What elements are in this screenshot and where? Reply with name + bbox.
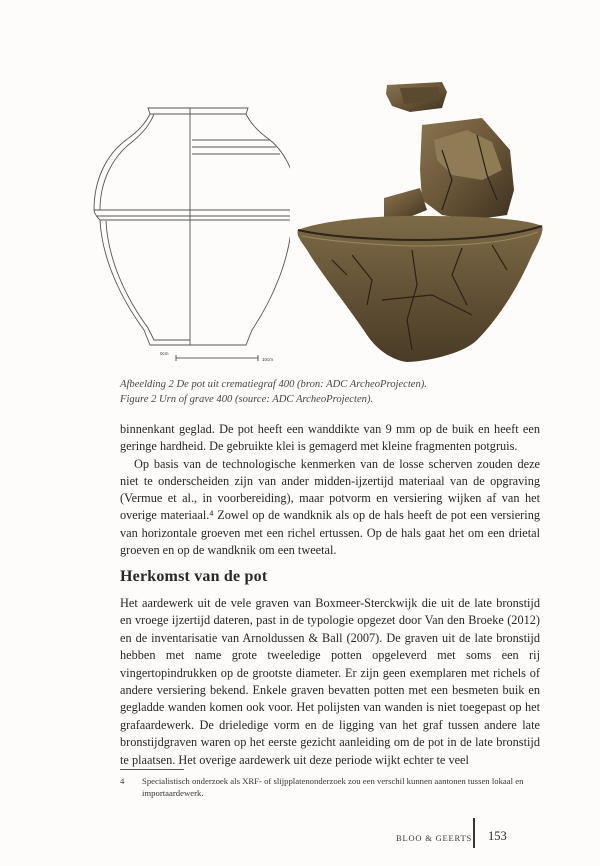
- paragraph-2: Op basis van de technologische kenmerken van de losse scherven zouden deze niet te onderscheiden zijn van ander midden-ijzertijd materiaal van de opgraving (Vermue et al., in voorbereiding), maar potvorm en versiering wijken af van het overige materiaal.⁴ Zowel op de wandknik als op de hals heeft de pot een versiering van horizontale groeven met een richel ertussen. Op de hals gaat het om een drietal groeven en op de wandknik om een tweetal.: [120, 456, 540, 558]
- footer-divider: [473, 818, 475, 848]
- body-text-top: [120, 421, 540, 559]
- footnote-text: Specialistisch onderzoek als XRF- of slijpplatenonderzoek zou een verschil kunnen aantonen tussen lokaal en importaardewerk.: [142, 776, 524, 798]
- caption-english: Figure 2 Urn of grave 400 (source: ADC ArcheoProjecten).: [120, 393, 374, 405]
- scale-label-left: 0cm: [160, 351, 169, 356]
- paragraph-1: binnenkant geglad. De pot heeft een wanddikte van 9 mm op de buik en heeft een geringe hardheid. De gebruikte klei is gemagerd met kleine fragmenten potgruis.: [120, 422, 540, 454]
- footnote-rule: [120, 769, 184, 770]
- figure-caption: [120, 378, 540, 407]
- figure-2: [80, 80, 550, 370]
- caption-dutch: Afbeelding 2 De pot uit crematiegraf 400 (bron: ADC ArcheoProjecten).: [120, 379, 427, 390]
- pot-photo: [292, 80, 552, 365]
- footnote: [120, 775, 540, 799]
- body-text-bottom: [120, 595, 540, 769]
- running-footer-authors: BLOO & GEERTS: [396, 833, 473, 843]
- section-heading: Herkomst van de pot: [120, 568, 268, 585]
- page-number: 153: [488, 829, 507, 843]
- pot-profile-drawing: [80, 100, 290, 370]
- scale-label-right: 10cm: [262, 357, 274, 362]
- paragraph-3: Het aardewerk uit de vele graven van Boxmeer-Sterckwijk die uit de late bronstijd en vroege ijzertijd dateren, past in de typologie opgezet door Van den Broeke (2012) en de inventarisatie van Arnoldussen & Ball (2007). De graven uit de late bronstijd hebben met name grote tweeledige potten opgeleverd met soms een rij vingertopindrukken op de grootste diameter. Er zijn geen exemplaren met richels of andere versiering bekend. Enkele graven bevatten potten met een besmeten buik en gegladde wanden komen ook voor. Het polijsten van wanden is niet toegepast op het grafaardewerk. De drieledige vorm en de ligging van het graf tussen andere late bronstijdgraven waren op het eerste gezicht aanleiding om de pot in de late bronstijd te plaatsen. Het overige aardewerk uit deze periode wijkt echter te veel: [120, 596, 540, 767]
- footnote-number: 4: [120, 776, 125, 786]
